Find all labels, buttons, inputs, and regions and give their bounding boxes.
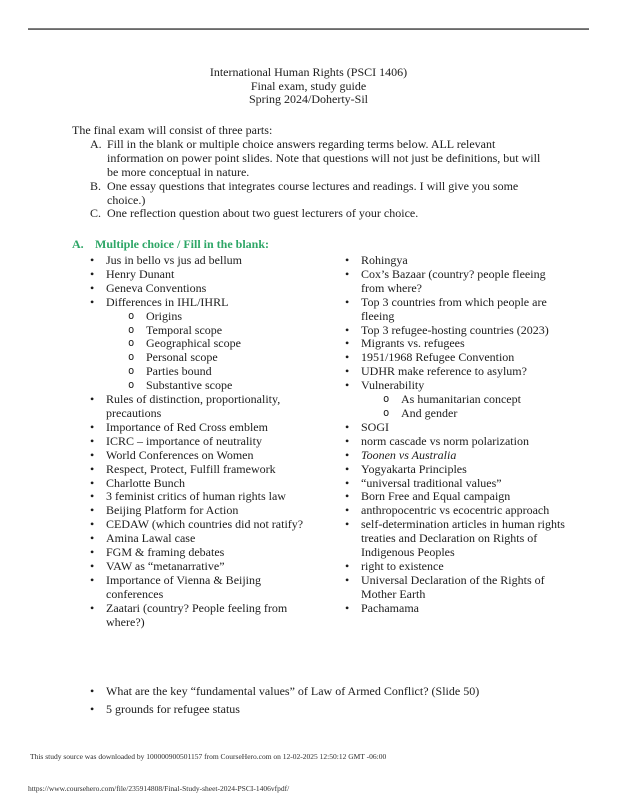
- list-item: [90, 504, 335, 518]
- list-item-text: right to existence: [361, 558, 444, 573]
- list-item: [90, 477, 335, 491]
- list-item-text: Zaatari (country? People feeling from where?): [106, 600, 288, 629]
- list-item: [345, 518, 590, 560]
- sub-list-item: [128, 337, 335, 351]
- sub-list-item-text: Parties bound: [146, 364, 212, 379]
- list-item-text: self-determination articles in human rights treaties and Declaration on Rights of Indigenous Peoples: [361, 517, 565, 560]
- list-item: [345, 324, 590, 338]
- bullet-icon: •: [345, 419, 350, 434]
- list-item-text: Jus in bello vs jus ad bellum: [106, 253, 242, 267]
- exam-part-a: [90, 138, 554, 180]
- part-text: One reflection question about two guest lecturers of your choice.: [107, 206, 419, 221]
- list-item-text: Importance of Red Cross emblem: [106, 419, 268, 434]
- list-item: [345, 463, 590, 477]
- doc-title-line-2: Final exam, study guide: [250, 78, 367, 93]
- top-rule: [28, 28, 589, 30]
- list-item: [345, 435, 590, 449]
- list-item-text: World Conferences on Women: [106, 447, 254, 462]
- sub-list-item-text: Substantive scope: [146, 378, 233, 393]
- sub-list-item-text: As humanitarian concept: [401, 392, 521, 407]
- circle-bullet-icon: o: [128, 365, 135, 378]
- list-item-text: Toonen vs Australia: [361, 447, 457, 462]
- list-item-text: “universal traditional values”: [361, 475, 502, 490]
- sub-list-item: [128, 351, 335, 365]
- list-item-text: Pachamama: [361, 600, 419, 615]
- exam-part-b: [90, 180, 554, 208]
- list-item: [90, 449, 335, 463]
- list-item-text: FGM & framing debates: [106, 545, 225, 560]
- list-item-text: Born Free and Equal campaign: [361, 489, 511, 504]
- sub-list-item: [128, 379, 335, 393]
- bullet-icon: •: [90, 558, 95, 573]
- circle-bullet-icon: o: [128, 351, 135, 364]
- list-item: [90, 421, 335, 435]
- list-item: [345, 449, 590, 463]
- bullet-icon: •: [345, 600, 350, 615]
- bullet-icon: •: [90, 461, 95, 476]
- footer-download-note: This study source was downloaded by 100000900501157 from CourseHero.com on 12-02-2025 12:50:12 GMT -06:00: [30, 752, 387, 761]
- left-column-list: [90, 254, 335, 629]
- list-item: [345, 504, 590, 518]
- bullet-icon: •: [345, 433, 350, 448]
- intro-text: The final exam will consist of three parts:: [72, 123, 273, 137]
- bullet-icon: •: [90, 702, 95, 717]
- bullet-icon: •: [90, 503, 95, 518]
- bullet-icon: •: [345, 336, 350, 351]
- bullet-icon: •: [345, 572, 350, 587]
- bullet-icon: •: [345, 447, 350, 462]
- list-item-text: Top 3 countries from which people are fleeing: [361, 294, 547, 323]
- bullet-icon: •: [345, 364, 350, 379]
- list-item-text: Respect, Protect, Fulfill framework: [106, 461, 276, 476]
- circle-bullet-icon: o: [128, 379, 135, 392]
- list-item: [90, 463, 335, 477]
- bullet-icon: •: [345, 253, 350, 267]
- circle-bullet-icon: o: [383, 406, 390, 419]
- bottom-question-list: [90, 685, 610, 722]
- bullet-icon: •: [345, 294, 350, 309]
- list-item: [90, 546, 335, 560]
- bullet-icon: •: [345, 378, 350, 393]
- bullet-icon: •: [90, 447, 95, 462]
- list-item: [90, 268, 335, 282]
- list-item: [90, 254, 335, 268]
- list-item-text: Migrants vs. refugees: [361, 336, 465, 351]
- list-item: [90, 393, 335, 421]
- list-item-text: Charlotte Bunch: [106, 475, 185, 490]
- list-item: [345, 337, 590, 351]
- list-item: [90, 560, 335, 574]
- doc-title-line-1: International Human Rights (PSCI 1406): [209, 65, 408, 79]
- sub-list-item: [128, 324, 335, 338]
- bullet-icon: •: [90, 489, 95, 504]
- bullet-icon: •: [345, 503, 350, 518]
- list-item: [90, 685, 610, 699]
- section-heading: [72, 237, 269, 252]
- list-item-text: UDHR make reference to asylum?: [361, 364, 527, 379]
- circle-bullet-icon: o: [128, 309, 135, 322]
- title-block: [0, 66, 617, 107]
- list-item-text: Rules of distinction, proportionality, precautions: [106, 392, 281, 420]
- list-item-text: Differences in IHL/IHRL: [106, 294, 229, 309]
- right-column-list: [345, 254, 590, 616]
- bullet-icon: •: [90, 572, 95, 587]
- list-item-text: Rohingya: [361, 253, 408, 267]
- part-label: A.: [90, 136, 102, 151]
- bullet-icon: •: [90, 392, 95, 407]
- list-item-text: Beijing Platform for Action: [106, 503, 239, 518]
- sub-list-item-text: Geographical scope: [146, 336, 241, 351]
- list-item: [90, 602, 335, 630]
- bullet-icon: •: [90, 517, 95, 532]
- list-item: [345, 560, 590, 574]
- bullet-icon: •: [90, 531, 95, 546]
- bullet-icon: •: [90, 294, 95, 309]
- list-item-text: Henry Dunant: [106, 266, 175, 281]
- sub-list-item-text: Personal scope: [146, 350, 218, 365]
- bullet-icon: •: [345, 489, 350, 504]
- list-item-text: Universal Declaration of the Rights of Mother Earth: [361, 572, 545, 601]
- sub-list-item: [128, 310, 335, 324]
- bullet-icon: •: [90, 266, 95, 281]
- list-item: [345, 365, 590, 379]
- list-item: [90, 532, 335, 546]
- bullet-icon: •: [90, 253, 95, 267]
- list-item-text: Geneva Conventions: [106, 280, 207, 295]
- exam-part-c: [90, 207, 554, 221]
- list-item-text: ICRC – importance of neutrality: [106, 433, 262, 448]
- list-item: [90, 282, 335, 296]
- list-item: [345, 379, 590, 393]
- list-item: [345, 421, 590, 435]
- bullet-icon: •: [345, 266, 350, 281]
- list-item-text: norm cascade vs norm polarization: [361, 433, 529, 448]
- bullet-icon: •: [345, 475, 350, 490]
- bullet-icon: •: [345, 322, 350, 337]
- list-item-text: 1951/1968 Refugee Convention: [361, 350, 515, 365]
- bullet-icon: •: [345, 461, 350, 476]
- section-heading-text: Multiple choice / Fill in the blank:: [95, 237, 270, 251]
- list-item: [345, 602, 590, 616]
- part-text: Fill in the blank or multiple choice answers regarding terms below. ALL relevant information on power point slides. Note that questions will not just be definitions, but will be more conceptual in nature.: [107, 136, 541, 179]
- list-item: [90, 574, 335, 602]
- circle-bullet-icon: o: [383, 393, 390, 406]
- list-item-text: VAW as “metanarrative”: [106, 558, 225, 573]
- part-label: C.: [90, 206, 102, 221]
- bullet-icon: •: [90, 475, 95, 490]
- bullet-icon: •: [90, 433, 95, 448]
- bullet-icon: •: [345, 350, 350, 365]
- part-label: B.: [90, 178, 102, 193]
- bullet-icon: •: [90, 545, 95, 560]
- doc-title-line-3: Spring 2024/Doherty-Sil: [249, 92, 368, 107]
- list-item-text: CEDAW (which countries did not ratify?: [106, 517, 304, 532]
- bullet-icon: •: [345, 558, 350, 573]
- sub-list-item: [383, 407, 590, 421]
- list-item: [90, 435, 335, 449]
- list-item-text: Yogyakarta Principles: [361, 461, 467, 476]
- sub-list-item-text: And gender: [401, 405, 458, 420]
- list-item-text: Cox’s Bazaar (country? people fleeing from where?: [361, 266, 546, 295]
- list-item-text: Top 3 refugee-hosting countries (2023): [361, 322, 549, 337]
- list-item-text: Importance of Vienna & Beijing conferences: [106, 572, 262, 601]
- part-text: One essay questions that integrates course lectures and readings. I will give you some choice.): [107, 178, 519, 207]
- list-item-text: anthropocentric vs ecocentric approach: [361, 503, 550, 518]
- sub-list-item-text: Origins: [146, 308, 182, 323]
- footer-source-url[interactable]: https://www.coursehero.com/file/235914808/Final-Study-sheet-2024-PSCI-1406vfpdf/: [28, 784, 290, 793]
- list-item: [345, 574, 590, 602]
- bullet-icon: •: [90, 684, 95, 698]
- list-item: [90, 296, 335, 310]
- list-item-text: SOGI: [361, 419, 390, 434]
- list-item: [345, 490, 590, 504]
- list-item: [345, 351, 590, 365]
- bullet-icon: •: [90, 419, 95, 434]
- list-item: [345, 268, 590, 296]
- list-item: [90, 703, 610, 717]
- list-item: [345, 254, 590, 268]
- section-label: A.: [72, 237, 84, 251]
- list-item-text: Amina Lawal case: [106, 531, 196, 546]
- circle-bullet-icon: o: [128, 337, 135, 350]
- list-item-text: Vulnerability: [361, 378, 425, 393]
- bullet-icon: •: [90, 600, 95, 615]
- list-item: [90, 490, 335, 504]
- exam-intro-block: [72, 124, 554, 221]
- list-item: [345, 477, 590, 491]
- list-item-text: 5 grounds for refugee status: [106, 702, 240, 717]
- sub-list-item-text: Temporal scope: [146, 322, 223, 337]
- list-item: [345, 296, 590, 324]
- list-item-text: 3 feminist critics of human rights law: [106, 489, 286, 504]
- sub-list-item: [128, 365, 335, 379]
- circle-bullet-icon: o: [128, 323, 135, 336]
- bullet-icon: •: [345, 517, 350, 532]
- sub-list-item: [383, 393, 590, 407]
- bullet-icon: •: [90, 280, 95, 295]
- list-item: [90, 518, 335, 532]
- list-item-text: What are the key “fundamental values” of Law of Armed Conflict? (Slide 50): [106, 684, 480, 698]
